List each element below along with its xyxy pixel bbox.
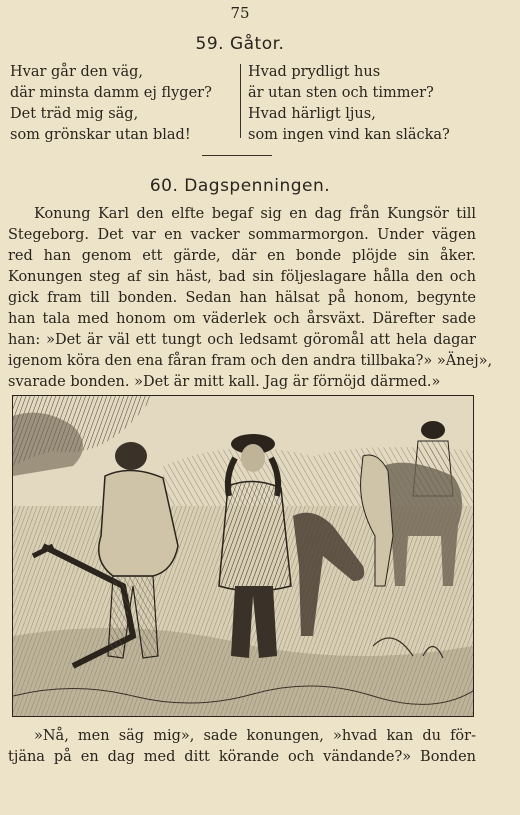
text-line: han: »Det är väl ett tungt och ledsamt göromål att hela dagar	[8, 332, 476, 348]
text-line: red han genom ett gärde, där en bonde plöjde sin åker.	[8, 248, 476, 264]
section-59-heading: 59. Gåtor.	[195, 34, 285, 54]
king-and-farmer-engraving	[13, 396, 473, 716]
page-number: 75	[230, 4, 250, 22]
riddle-line: Hvar går den väg,	[10, 64, 144, 80]
engraving-illustration	[12, 395, 474, 717]
section-60-heading: 60. Dagspenningen.	[149, 176, 331, 196]
riddle-right	[248, 62, 450, 146]
riddle-line: som grönskar utan blad!	[10, 127, 191, 143]
text-line: tjäna på en dag med ditt körande och vändande?» Bonden	[8, 749, 476, 765]
text-line: svarade bonden. »Det är mitt kall. Jag är förnöjd därmed.»	[8, 374, 441, 390]
text-line: »Nå, men säg mig», sade konungen, »hvad kan du för-	[34, 728, 476, 744]
riddle-line: är utan sten och timmer?	[248, 85, 434, 101]
riddle-line: Det träd mig säg,	[10, 106, 139, 122]
riddle-left	[10, 62, 212, 146]
text-line: Stegeborg. Det var en vacker sommarmorgon. Under vägen	[8, 227, 476, 243]
text-line: gick fram till bonden. Sedan han hälsat på honom, begynte	[8, 290, 476, 306]
riddle-line: Hvad prydligt hus	[248, 64, 381, 80]
text-line: Konungen steg af sin häst, bad sin följeslagare hålla den och	[8, 269, 476, 285]
text-line: igenom köra den ena fåran fram och den andra tillbaka?» »Änej»,	[8, 353, 493, 369]
story-continuation	[8, 726, 476, 768]
text-line: Konung Karl den elfte begaf sig en dag från Kungsör till	[34, 206, 476, 222]
story-paragraph	[8, 204, 493, 393]
column-divider	[240, 64, 241, 138]
section-separator	[202, 155, 272, 156]
text-line: han tala med honom om väderlek och årsväxt. Därefter sade	[8, 311, 476, 327]
riddle-line: som ingen vind kan släcka?	[248, 127, 450, 143]
riddle-line: Hvad härligt ljus,	[248, 106, 376, 122]
riddle-line: där minsta damm ej flyger?	[10, 85, 212, 101]
